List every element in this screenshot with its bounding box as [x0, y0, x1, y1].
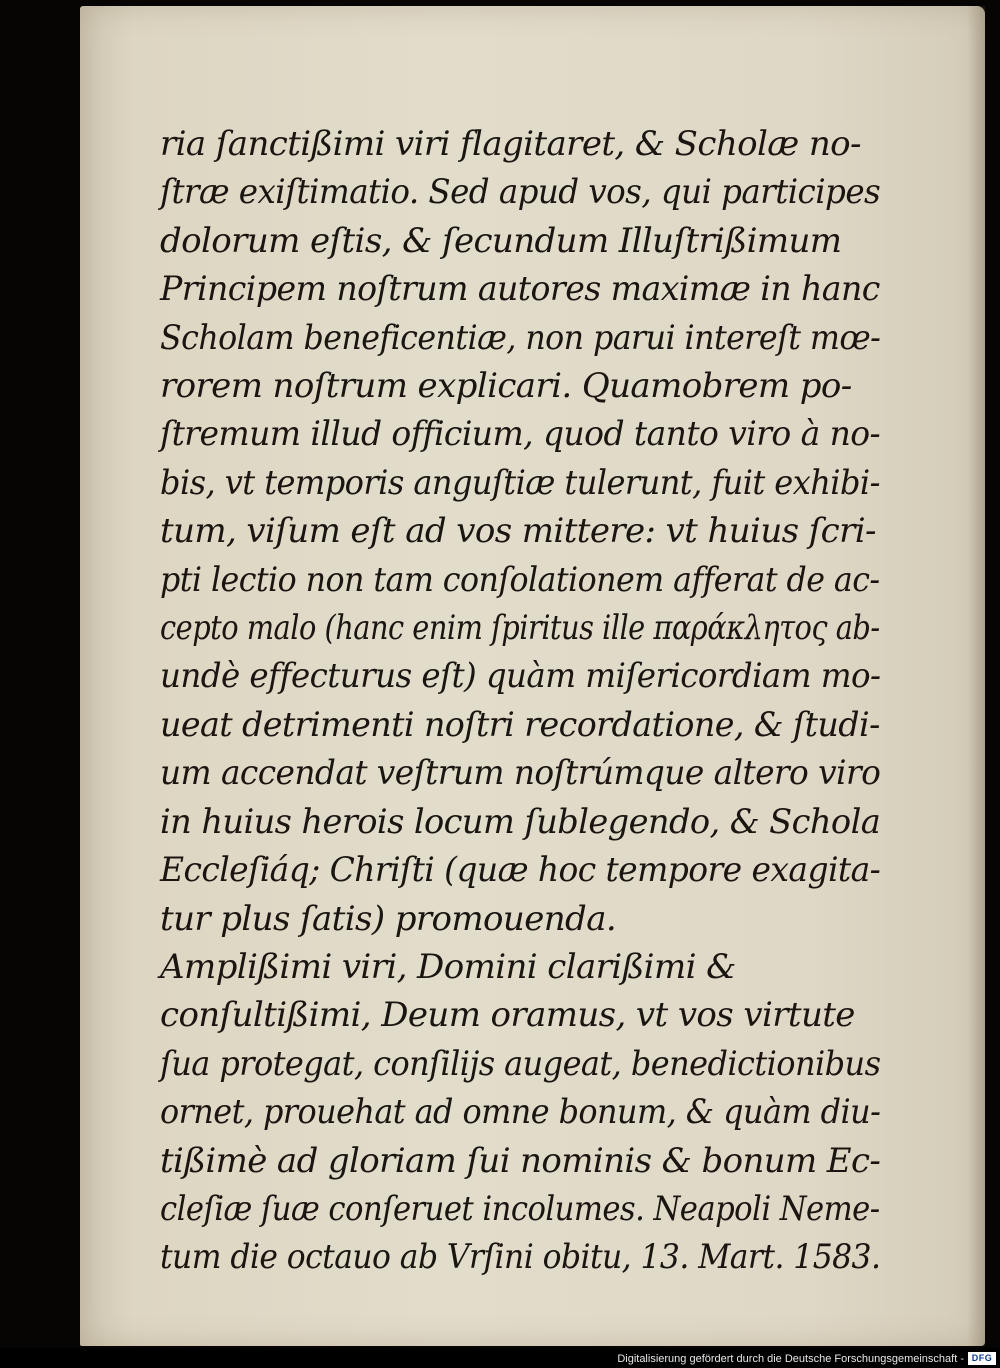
text-line: in huius herois locum ſublegendo, & Schola [160, 801, 881, 842]
text-line: tum die octauo ab Vrſini obitu, 13. Mart. 1583. [160, 1237, 881, 1278]
text-line: undè effecturus eſt) quàm miſericordiam mo- [160, 656, 881, 697]
text-line: bis, vt temporis anguſtiæ tulerunt, fuit exhibi- [160, 462, 880, 503]
text-line: Amplißimi viri, Domini clarißimi & [160, 946, 736, 987]
dfg-logo: DFG [968, 1352, 996, 1365]
text-line: tum, viſum eſt ad vos mittere: vt huius ſcri- [160, 511, 876, 552]
page-edge-shadow [967, 6, 985, 1346]
text-line: Principem noſtrum autores maximæ in hanc [160, 269, 880, 310]
text-line: rorem noſtrum explicari. Quamobrem po- [160, 366, 852, 407]
text-line: ſua protegat, conſilijs augeat, benedictionibus [160, 1043, 881, 1084]
text-line: um accendat veſtrum noſtrúmque altero viro [160, 753, 881, 794]
text-line: ria ſanctißimi viri flagitaret, & Scholæ no- [160, 124, 861, 164]
text-line: cleſiæ ſuæ conſeruet incolumes. Neapoli Neme- [160, 1188, 880, 1229]
text-line: tur plus ſatis) promouenda. [160, 898, 617, 939]
funding-credit: Digitalisierung gefördert durch die Deutsche Forschungsgemeinschaft - [617, 1353, 964, 1365]
text-line: Scholam beneficentiæ, non parui intereſt mœ- [160, 317, 881, 358]
text-line: Eccleſiáq; Chriſti (quæ hoc tempore exagita- [160, 850, 881, 891]
text-line: pti lectio non tam conſolationem afferat de ac- [160, 559, 880, 600]
text-line: tißimè ad gloriam ſui nominis & bonum Ec- [160, 1140, 881, 1181]
text-line: ueat detrimenti noſtri recordatione, & ſtudi- [160, 704, 880, 745]
text-line: ſtræ exiſtimatio. Sed apud vos, qui participes [160, 172, 881, 213]
body-text [160, 120, 880, 1282]
text-line: dolorum eſtis, & ſecundum Illuſtrißimum [160, 220, 842, 261]
text-line: conſultißimi, Deum oramus, vt vos virtute [160, 995, 855, 1036]
footer-bar [0, 1348, 1000, 1368]
text-line: ſtremum illud officium, quod tanto viro à no- [160, 414, 881, 455]
text-line: cepto malo (hanc enim ſpiritus ille παράκλητος ab- [160, 608, 880, 649]
text-line: ornet, prouehat ad omne bonum, & quàm diu- [160, 1092, 881, 1133]
